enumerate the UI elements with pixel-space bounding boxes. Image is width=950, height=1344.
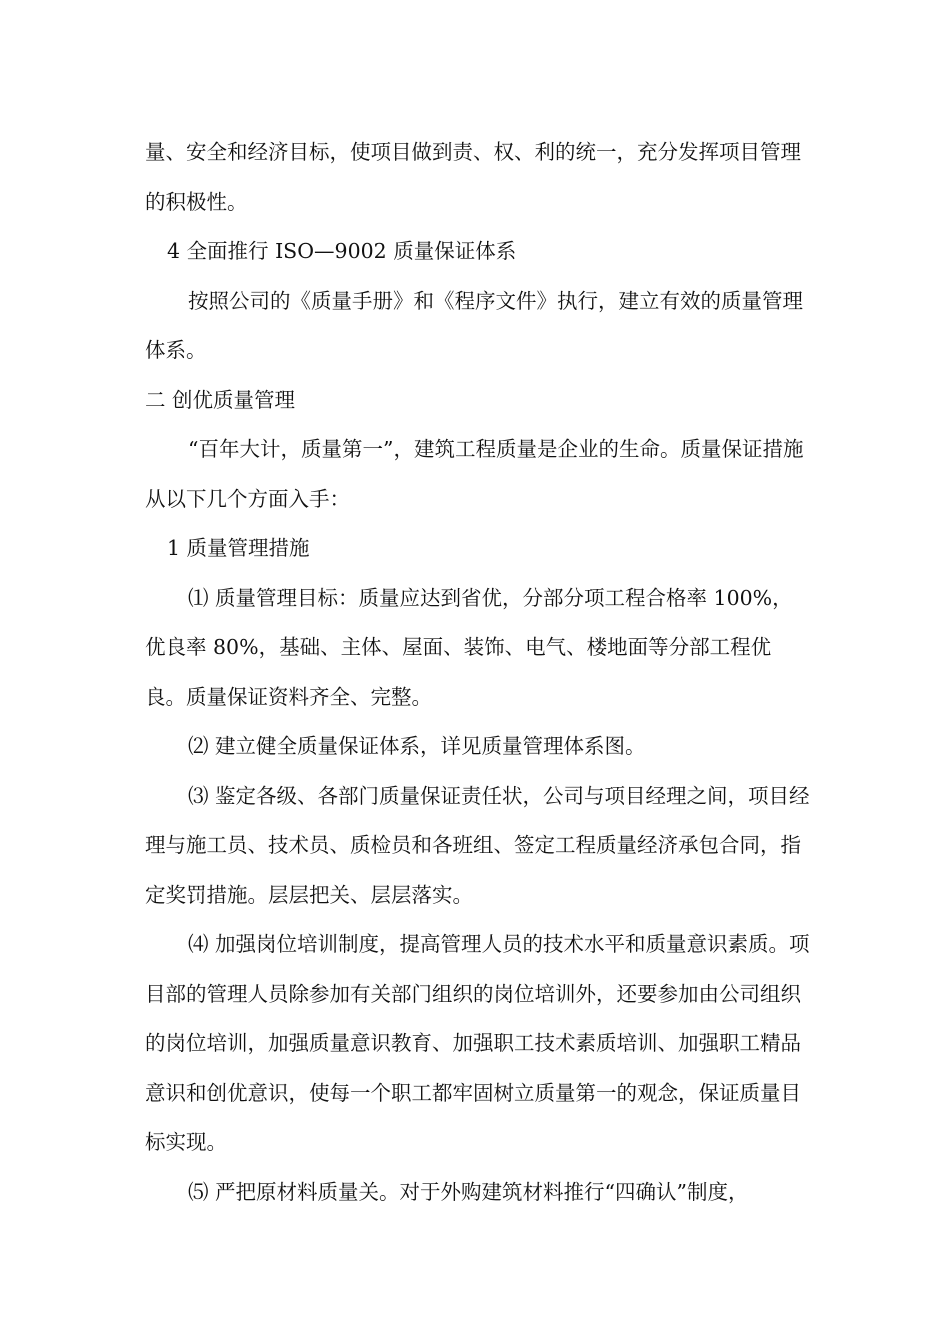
paragraph-intro: “百年大计，质量第一”，建筑工程质量是企业的生命。质量保证措施从以下几个方面入手： [145, 437, 804, 511]
paragraph-item-4: ⑷ 加强岗位培训制度，提高管理人员的技术水平和质量意识素质。项目部的管理人员除参加有关部门组织的岗位培训外，还要参加由公司组织的岗位培训，加强质量意识教育、加强职工技术素质培训、加强职工精品意识和创优意识，使每一个职工都牢固树立质量第一的观念，保证质量目标实现。 [145, 932, 810, 1154]
paragraph-continuation: 量、安全和经济目标，使项目做到责、权、利的统一，充分发挥项目管理的积极性。 [145, 140, 801, 214]
paragraph-item-2: ⑵ 建立健全质量保证体系，详见质量管理体系图。 [188, 734, 646, 758]
paragraph-quality-manual: 按照公司的《质量手册》和《程序文件》执行，建立有效的质量管理体系。 [145, 288, 803, 362]
paragraph-item-5: ⑸ 严把原材料质量关。对于外购建筑材料推行“四确认”制度， [188, 1179, 749, 1204]
section-heading-iso: 4 全面推行 ISO—9002 质量保证体系 [167, 239, 517, 263]
section-heading-measures: 1 质量管理措施 [167, 536, 310, 560]
chapter-heading-quality-management: 二 创优质量管理 [145, 387, 296, 412]
paragraph-item-1: ⑴ 质量管理目标：质量应达到省优，分部分项工程合格率 100%，优良率 80%，基础、主体、屋面、装饰、电气、楼地面等分部工程优良。质量保证资料齐全、完整。 [145, 585, 793, 709]
paragraph-item-3: ⑶ 鉴定各级、各部门质量保证责任状，公司与项目经理之间，项目经理与施工员、技术员、质检员和各班组、签定工程质量经济承包合同，指定奖罚措施。层层把关、层层落实。 [145, 783, 810, 907]
document-body [145, 128, 810, 1217]
